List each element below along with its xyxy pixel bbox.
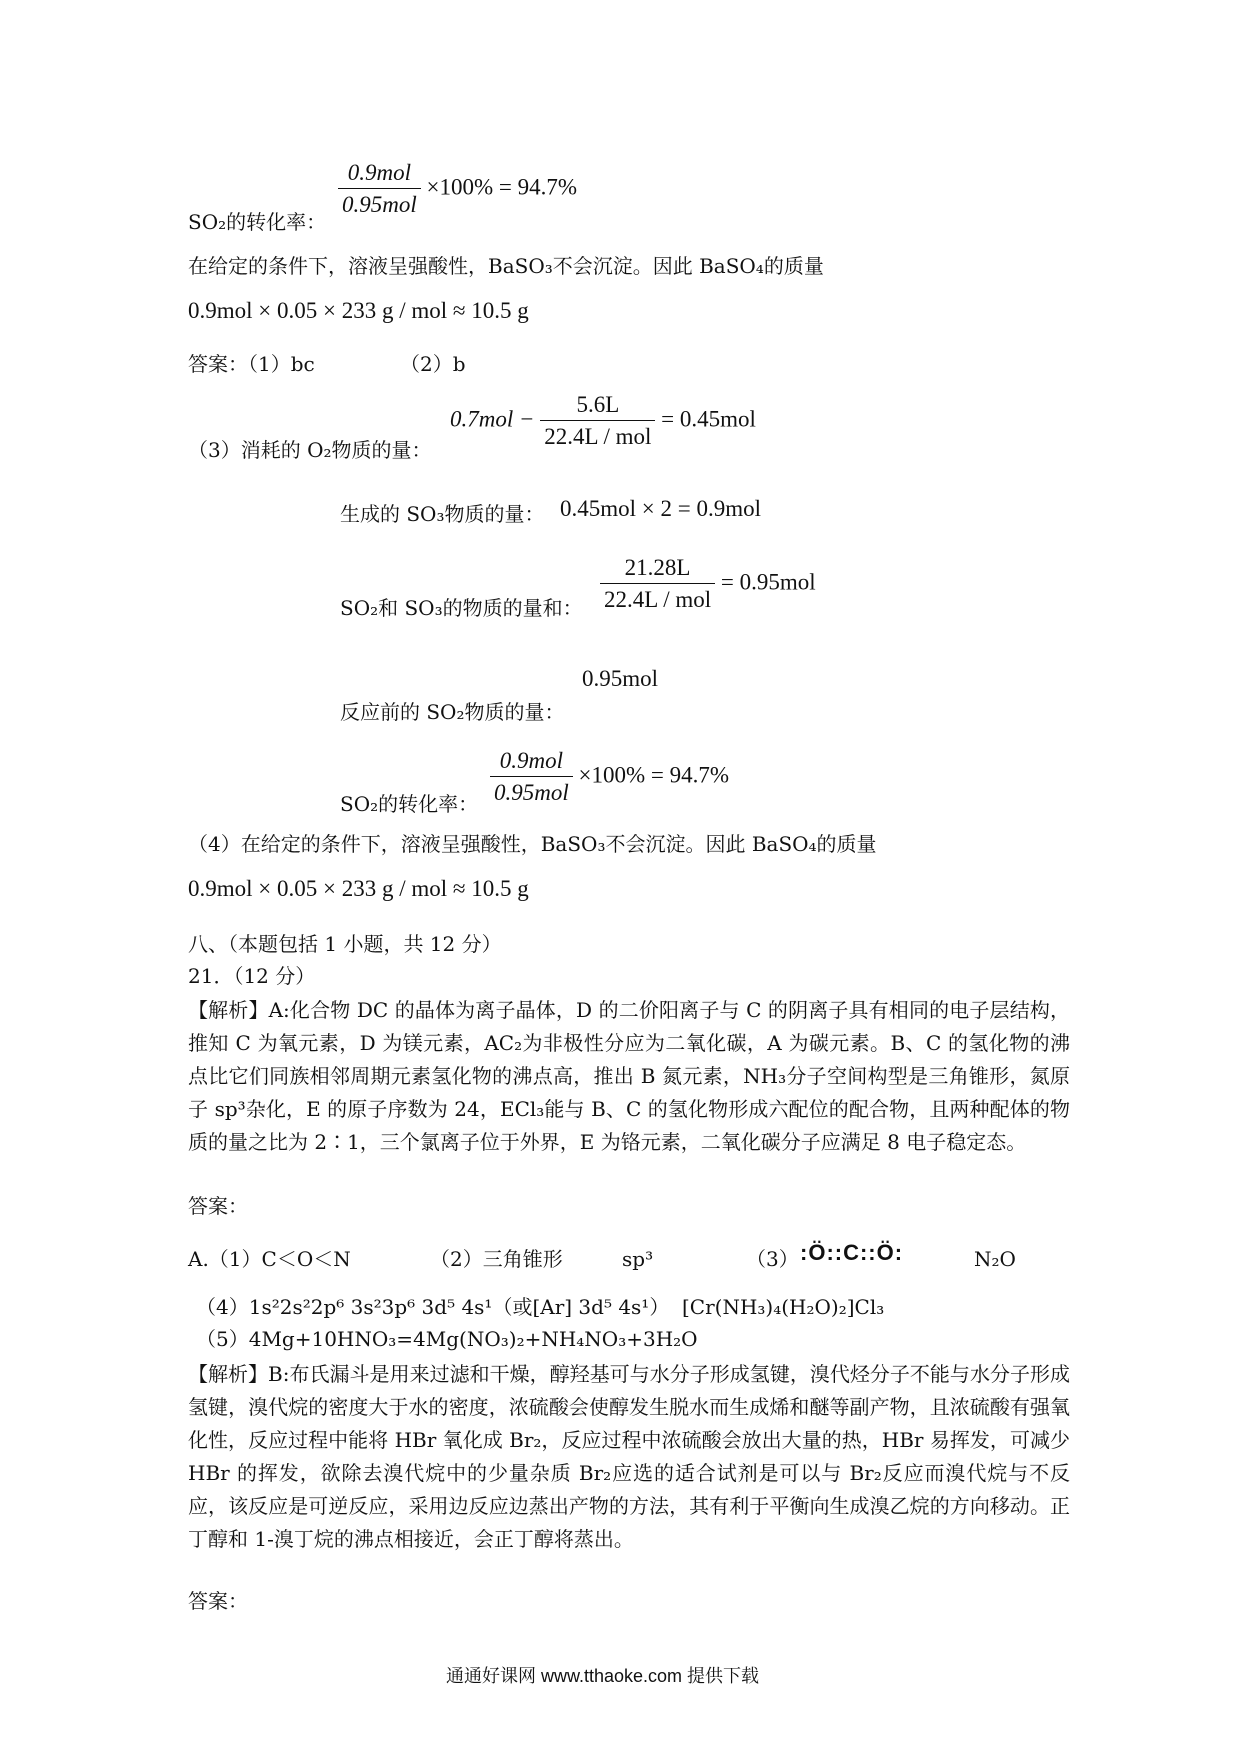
answer-a5: （5）4Mg+10HNO₃=4Mg(NO₃)₂+NH₄NO₃+3H₂O bbox=[196, 1327, 698, 1351]
conversion-formula bbox=[490, 748, 729, 806]
fraction-tail: ×100% = 94.7% bbox=[426, 174, 578, 200]
answer-label-b: 答案： bbox=[188, 1589, 248, 1613]
answer-line-1b: （2）b bbox=[400, 352, 466, 376]
q3-formula bbox=[450, 392, 756, 450]
sum-tail: = 0.95mol bbox=[720, 569, 816, 595]
analysis-a: 【解析】A:化合物 DC 的晶体为离子晶体，D 的二价阳离子与 C 的阴离子具有相同的电子层结构，推知 C 为氧元素，D 为镁元素，AC₂为非极性分应为二氧化碳，A 为碳元素。B、C 的氢化物的沸点比它们同族相邻周期元素氢化物的沸点高，推出 B 氮元素，NH₃分子空间构型是三角锥形，氮原子 sp³杂化，E 的原子序数为 24，ECl₃能与 B、C 的氢化物形成六配位的配合物，且两种配体的物质的量之比为 2∶1，三个氯离子位于外界，E 为铬元素，二氧化碳分子应满足 8 电子稳定态。 bbox=[188, 998, 1070, 1154]
before-value: 0.95mol bbox=[582, 666, 659, 691]
condition-text: 在给定的条件下，溶液呈强酸性，BaSO₃不会沉淀。因此 BaSO₄的质量 bbox=[188, 254, 824, 278]
sum-numerator: 21.28L bbox=[624, 555, 691, 580]
answer-a1: A.（1）C＜O＜N bbox=[188, 1247, 351, 1271]
conversion-label: SO₂的转化率： bbox=[340, 792, 479, 816]
mass-equation: 0.9mol × 0.05 × 233 g / mol ≈ 10.5 g bbox=[188, 298, 529, 323]
sum-formula bbox=[600, 555, 816, 613]
question-21: 21．（12 分） bbox=[188, 964, 316, 988]
sum-denominator: 22.4L / mol bbox=[600, 583, 715, 613]
co2-lewis-structure: :Ö::C::Ö: bbox=[800, 1240, 904, 1265]
answer-line-1: 答案：（1）bc bbox=[188, 352, 315, 376]
answer-a2: （2）三角锥形 bbox=[430, 1247, 563, 1271]
q4-equation: 0.9mol × 0.05 × 233 g / mol ≈ 10.5 g bbox=[188, 876, 529, 901]
so3-label: 生成的 SO₃物质的量： bbox=[340, 502, 545, 526]
q3-fraction bbox=[540, 392, 655, 450]
q3-lead: 0.7mol − bbox=[450, 406, 535, 432]
fraction-numerator: 0.9mol bbox=[347, 160, 411, 185]
conversion-denominator: 0.95mol bbox=[490, 776, 573, 806]
answer-a3: （3） bbox=[746, 1247, 799, 1271]
conversion-tail: ×100% = 94.7% bbox=[578, 762, 730, 788]
q3-tail: = 0.45mol bbox=[661, 406, 756, 432]
analysis-b: 【解析】B:布氏漏斗是用来过滤和干燥，醇羟基可与水分子形成氢键，溴代烃分子不能与水分子形成氢键，溴代烷的密度大于水的密度，浓硫酸会使醇发生脱水而生成烯和醚等副产物，且浓硫酸有强氧化性，反应过程中能将 HBr 氧化成 Br₂，反应过程中浓硫酸会放出大量的热，HBr 易挥发，可减少 HBr 的挥发，欲除去溴代烷中的少量杂质 Br₂应选的适合试剂是可以与 Br₂反应而溴代烷与不反应，该反应是可逆反应，采用边反应边蒸出产物的方法，其有利于平衡向生成溴乙烷的方向移动。正丁醇和 1-溴丁烷的沸点相接近，会正丁醇将蒸出。 bbox=[188, 1362, 1070, 1551]
answer-a4b: [Cr(NH₃)₄(H₂O)₂]Cl₃ bbox=[682, 1295, 885, 1319]
so2-conversion-formula bbox=[338, 160, 577, 218]
so3-equation: 0.45mol × 2 = 0.9mol bbox=[560, 496, 762, 521]
fraction-denominator: 0.95mol bbox=[338, 188, 421, 218]
before-label: 反应前的 SO₂物质的量： bbox=[340, 700, 565, 724]
fraction bbox=[338, 160, 421, 218]
q3-denominator: 22.4L / mol bbox=[540, 420, 655, 450]
conversion-numerator: 0.9mol bbox=[499, 748, 563, 773]
q4-text: （4）在给定的条件下，溶液呈强酸性，BaSO₃不会沉淀。因此 BaSO₄的质量 bbox=[188, 832, 877, 856]
sum-fraction bbox=[600, 555, 715, 613]
footer-source: 通通好课网 www.tthaoke.com 提供下载 bbox=[446, 1666, 760, 1686]
so2-conversion-label: SO₂的转化率： bbox=[188, 210, 327, 234]
answer-a4: （4）1s²2s²2p⁶ 3s²3p⁶ 3d⁵ 4s¹（或[Ar] 3d⁵ 4s¹） bbox=[196, 1295, 670, 1319]
q3-numerator: 5.6L bbox=[576, 392, 620, 417]
sum-label: SO₂和 SO₃的物质的量和： bbox=[340, 596, 583, 620]
q3-label: （3）消耗的 O₂物质的量： bbox=[188, 438, 432, 462]
answer-a2b: sp³ bbox=[622, 1247, 654, 1271]
conversion-fraction bbox=[490, 748, 573, 806]
answer-label-a: 答案： bbox=[188, 1194, 248, 1218]
section-heading: 八、（本题包括 1 小题，共 12 分） bbox=[188, 932, 502, 956]
answer-a3b: N₂O bbox=[974, 1247, 1016, 1271]
